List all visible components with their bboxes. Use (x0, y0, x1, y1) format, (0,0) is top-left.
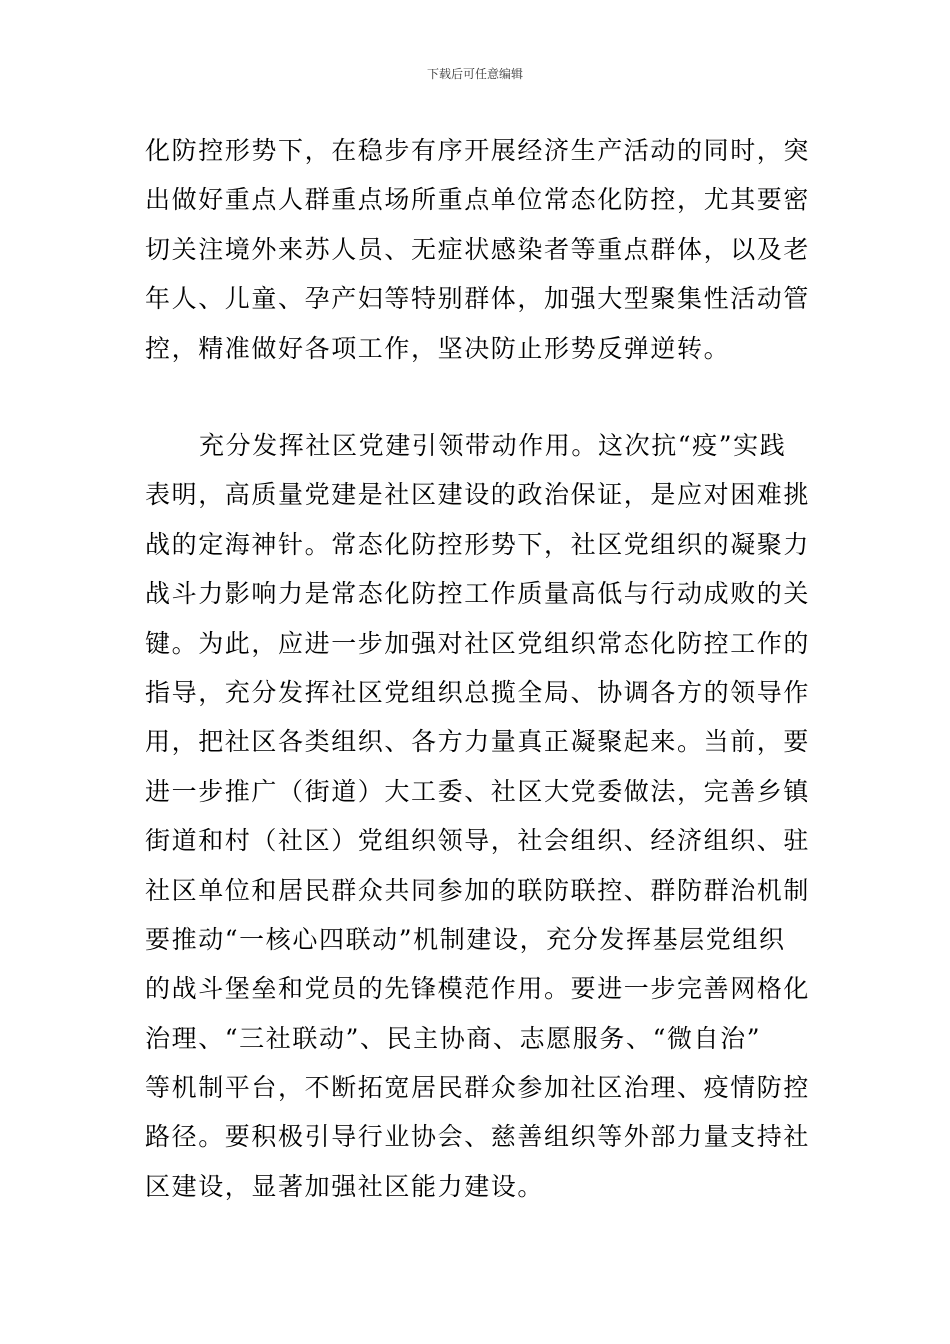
text-line: 键。为此，应进一步加强对社区党组织常态化防控工作的 (145, 628, 811, 658)
text-line: 等机制平台，不断拓宽居民群众参加社区治理、疫情防控 (145, 1073, 811, 1103)
text-line: 控，精准做好各项工作，坚决防止形势反弹逆转。 (145, 333, 731, 363)
text-line: 表明，高质量党建是社区建设的政治保证，是应对困难挑 (145, 480, 811, 510)
text-line: 战斗力影响力是常态化防控工作质量高低与行动成败的关 (145, 579, 811, 609)
paragraph-2 (145, 421, 825, 1211)
text-line: 治理、“三社联动”、民主协商、志愿服务、“微自治” (145, 1023, 762, 1053)
text-line: 用，把社区各类组织、各方力量真正凝聚起来。当前，要 (145, 727, 811, 757)
text-line: 年人、儿童、孕产妇等特别群体，加强大型聚集性活动管 (145, 284, 811, 314)
text-line: 战的定海神针。常态化防控形势下，社区党组织的凝聚力 (145, 529, 811, 559)
text-line: 化防控形势下，在稳步有序开展经济生产活动的同时，突 (145, 136, 811, 165)
text-line: 街道和村（社区）党组织领导，社会组织、经济组织、驻 (145, 826, 811, 856)
text-line: 充分发挥社区党建引领带动作用。这次抗“疫”实践 (199, 431, 787, 460)
text-line: 区建设，显著加强社区能力建设。 (145, 1171, 545, 1201)
text-line: 切关注境外来苏人员、无症状感染者等重点群体，以及老 (145, 234, 811, 264)
header-note: 下载后可任意编辑 (426, 67, 523, 81)
text-line: 指导，充分发挥社区党组织总揽全局、协调各方的领导作 (145, 677, 811, 707)
text-line: 要推动“一核心四联动”机制建设，充分发挥基层党组织 (145, 924, 786, 954)
text-line: 进一步推广（街道）大工委、社区大党委做法，完善乡镇 (145, 776, 811, 806)
text-line: 路径。要积极引导行业协会、慈善组织等外部力量支持社 (145, 1122, 811, 1152)
text-line: 社区单位和居民群众共同参加的联防联控、群防群治机制 (145, 875, 811, 905)
text-line: 的战斗堡垒和党员的先锋模范作用。要进一步完善网格化 (145, 974, 811, 1004)
text-line: 出做好重点人群重点场所重点单位常态化防控，尤其要密 (145, 185, 811, 215)
paragraph-1 (145, 126, 825, 373)
